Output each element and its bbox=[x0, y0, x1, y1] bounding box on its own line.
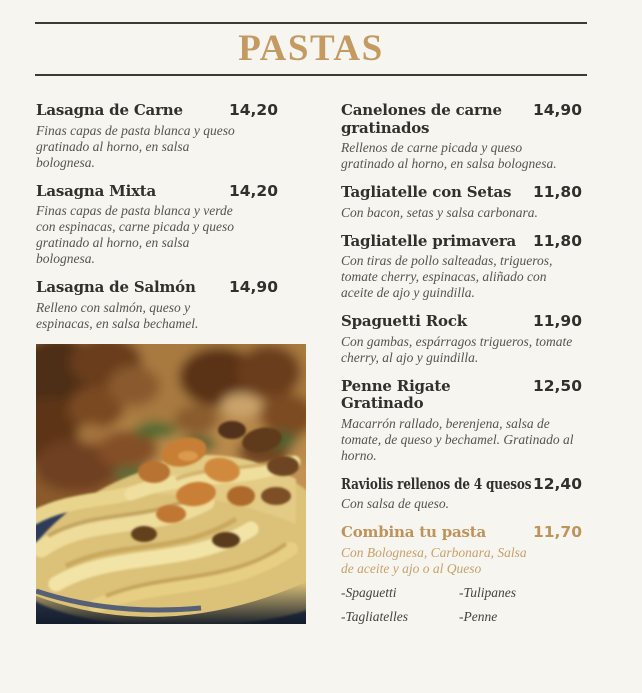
pasta-option: -Spaguetti bbox=[341, 584, 397, 600]
item-price: 12,40 bbox=[532, 474, 582, 493]
item-description: Finas capas de pasta blanca y queso gratinado al horno, en salsa bolognesa. bbox=[36, 122, 235, 170]
item-description: Con gambas, espárragos trigueros, tomate cherry, al ajo y guindilla. bbox=[341, 333, 573, 365]
item-price: 11,70 bbox=[532, 523, 582, 541]
pasta-option: -Tulipanes bbox=[459, 584, 517, 600]
item-name: Lasagna de Salmón bbox=[36, 278, 196, 296]
item-name: Tagliatelle primavera bbox=[341, 231, 517, 250]
item-description: Con bacon, setas y salsa carbonara. bbox=[341, 204, 538, 220]
menu-item-lasagna-de-salmon bbox=[36, 279, 278, 332]
menu-column-left bbox=[36, 102, 278, 638]
item-name: Tagliatelle con Setas bbox=[341, 183, 512, 201]
menu-item-canelones bbox=[341, 102, 582, 172]
menu-item-tagliatelle-setas bbox=[341, 184, 582, 221]
item-price: 14,90 bbox=[228, 278, 278, 296]
pasta-photo bbox=[36, 344, 306, 624]
menu-item-lasagna-mixta bbox=[36, 183, 278, 268]
item-description: Finas capas de pasta blanca y verde con espinacas, carne picada y queso gratinado al horno, en salsa bolognesa. bbox=[36, 203, 234, 266]
item-price: 14,20 bbox=[228, 101, 278, 119]
item-description: Con Bolognesa, Carbonara, Salsa de aceite y ajo o al Queso bbox=[341, 544, 527, 576]
header-rule-bottom bbox=[35, 74, 587, 76]
menu-item-combina-tu-pasta bbox=[341, 524, 582, 626]
item-price: 12,50 bbox=[532, 376, 582, 395]
item-name: Lasagna de Carne bbox=[36, 101, 183, 119]
item-description: Con tiras de pollo salteadas, trigueros, tomate cherry, espinacas, aliñado con aceite de ajo y guindilla. bbox=[341, 253, 553, 300]
pasta-option: -Penne bbox=[459, 608, 498, 624]
pasta-option: -Tagliatelles bbox=[341, 608, 409, 624]
item-price: 14,20 bbox=[228, 181, 278, 200]
item-price: 11,90 bbox=[532, 312, 582, 330]
item-description: Macarrón rallado, berenjena, salsa de tomate, de queso y bechamel. Gratinado al horno. bbox=[341, 415, 574, 463]
item-price: 11,80 bbox=[532, 183, 582, 201]
menu-item-lasagna-de-carne bbox=[36, 102, 278, 171]
header-rule-top bbox=[35, 22, 587, 24]
item-name: Canelones de carne gratinados bbox=[341, 101, 502, 137]
item-description: Con salsa de queso. bbox=[341, 496, 449, 511]
item-description: Relleno con salmón, queso y espinacas, en salsa bechamel. bbox=[36, 299, 199, 331]
item-name: Lasagna Mixta bbox=[36, 181, 157, 200]
menu-column-right bbox=[341, 102, 582, 638]
menu-item-penne-rigate bbox=[341, 378, 582, 464]
item-price: 11,80 bbox=[532, 231, 582, 250]
item-price: 14,90 bbox=[532, 101, 582, 119]
menu-item-spaguetti-rock bbox=[341, 313, 582, 366]
item-name: Raviolis rellenos de 4 quesos bbox=[341, 474, 532, 493]
item-name: Combina tu pasta bbox=[341, 523, 487, 541]
pasta-options-list bbox=[341, 583, 582, 626]
item-name: Penne Rigate Gratinado bbox=[341, 376, 451, 412]
menu-columns bbox=[36, 102, 642, 638]
menu-item-raviolis bbox=[341, 476, 582, 513]
item-description: Rellenos de carne picada y queso gratinado al horno, en salsa bolognesa. bbox=[341, 140, 557, 171]
page-title: PASTAS bbox=[238, 28, 384, 69]
menu-header bbox=[0, 22, 642, 76]
item-name: Spaguetti Rock bbox=[341, 312, 467, 330]
menu-item-tagliatelle-primavera bbox=[341, 233, 582, 302]
pasta-photo-illustration bbox=[36, 344, 306, 624]
